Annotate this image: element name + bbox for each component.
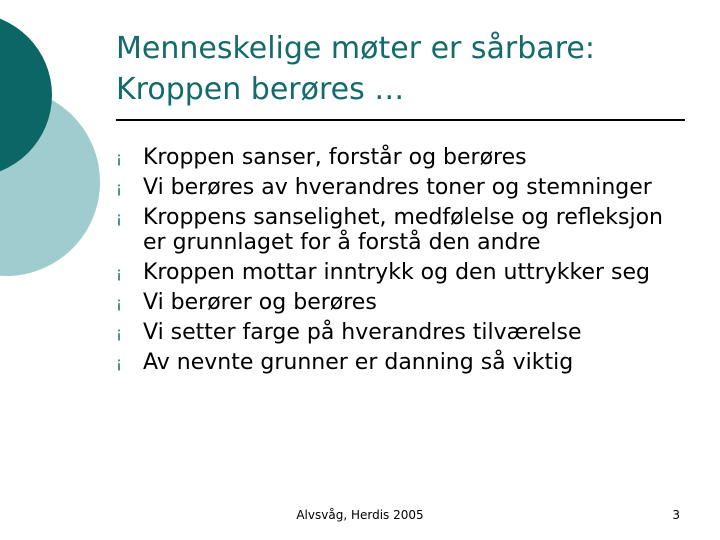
- bullet-item: [116, 350, 686, 375]
- page-number: 3: [672, 508, 680, 522]
- bullet-glyph: ¡: [116, 294, 123, 312]
- bullet-text: Av nevnte grunner er danning så viktig: [143, 350, 574, 375]
- bullet-text: Kroppen sanser, forstår og berøres: [143, 145, 527, 170]
- bullet-item: [116, 320, 686, 345]
- bullet-glyph: ¡: [116, 149, 123, 167]
- decorative-circles: [0, 0, 110, 300]
- bullet-text: Kroppen mottar inntrykk og den uttrykker seg: [143, 260, 651, 285]
- bullet-list: [116, 145, 686, 380]
- bullet-item: [116, 145, 686, 170]
- bullet-item: [116, 290, 686, 315]
- bullet-text: Vi berøres av hverandres toner og stemninger: [143, 175, 652, 200]
- bullet-glyph: ¡: [116, 324, 123, 342]
- bullet-text: Vi berører og berøres: [143, 290, 377, 315]
- bullet-text: Vi setter farge på hverandres tilværelse: [143, 320, 582, 345]
- slide-title: Menneskelige møter er sårbare: Kroppen berøres …: [116, 31, 595, 107]
- bullet-glyph: ¡: [116, 209, 123, 227]
- bullet-item: [116, 205, 686, 255]
- bullet-glyph: ¡: [116, 179, 123, 197]
- bullet-glyph: ¡: [116, 264, 123, 282]
- bullet-glyph: ¡: [116, 354, 123, 372]
- bullet-item: [116, 175, 686, 200]
- bullet-item: [116, 260, 686, 285]
- bullet-text: Kroppens sanselighet, medfølelse og refleksjon er grunnlaget for å forstå den andre: [143, 205, 663, 255]
- title-divider: [116, 119, 685, 121]
- footer-author: Alvsvåg, Herdis 2005: [296, 508, 424, 522]
